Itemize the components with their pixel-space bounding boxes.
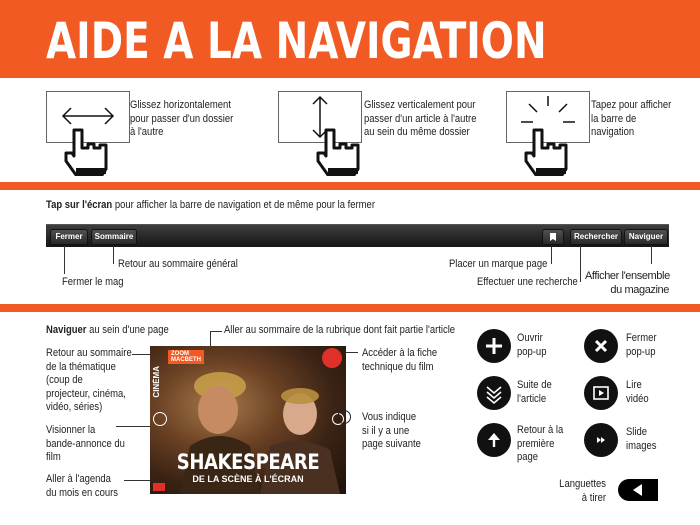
divider-band [0, 182, 700, 190]
summary-button[interactable]: Sommaire [91, 229, 137, 245]
callout-trailer: Visionner la bande-annonce du film [46, 424, 125, 463]
legend-play-video: Lire vidéo [626, 379, 649, 405]
header-band [0, 0, 700, 78]
gesture-text-horizontal: Glissez horizontalement pour passer d'un dossier à l'autre [130, 99, 234, 138]
legend-back-first-page: Retour à la première page [517, 424, 564, 463]
poster-title: SHAKESPEARE [176, 450, 320, 474]
navigation-bar [46, 224, 669, 247]
legend-article-continue: Suite de l'article [517, 379, 552, 405]
callout-search: Effectuer une recherche [477, 276, 578, 288]
gesture-text-tap: Tapez pour afficher la barre de navigation [591, 99, 672, 138]
callout-technical-sheet: Accéder à la fiche technique du film [362, 347, 438, 373]
navigate-button[interactable]: Naviguer [624, 229, 668, 245]
callout-rubric-summary: Aller au sommaire de la rubrique dont fait partie l'article [224, 324, 456, 336]
callout-line [113, 246, 114, 264]
tap-section-heading: Tap sur l'écran pour afficher la barre de navigation et de même pour la fermer [46, 199, 375, 211]
callout-line [651, 246, 652, 264]
poster-zoom-tag: ZOOM MACBETH [168, 350, 204, 364]
callout-line [580, 246, 581, 282]
poster-info-badge[interactable] [322, 348, 342, 368]
hand-pointer-icon [522, 126, 572, 176]
page-title: AIDE A LA NAVIGATION [46, 12, 547, 70]
play-video-icon[interactable] [584, 376, 618, 410]
hand-pointer-icon [62, 126, 112, 176]
search-button[interactable]: Rechercher [570, 229, 622, 245]
legend-slide-images: Slide images [626, 426, 657, 452]
callout-line [346, 352, 358, 353]
next-page-marker [337, 410, 351, 424]
arrow-up-icon[interactable] [477, 423, 511, 457]
callout-next-page: Vous indique si il y a une page suivante [362, 411, 421, 450]
gesture-text-vertical: Glissez verticalement pour passer d'un article à l'autre au sein du même dossier [364, 99, 477, 138]
slide-icon[interactable] [584, 423, 618, 457]
legend-open-popup: Ouvrir pop-up [517, 332, 547, 358]
callout-bookmark: Placer un marque page [449, 258, 548, 270]
legend-tabs: Languettes à tirer [559, 478, 606, 504]
hand-pointer-icon [314, 126, 364, 176]
poster-subtitle: DE LA SCÈNE À L'ÉCRAN [192, 474, 304, 484]
magazine-page-preview[interactable] [150, 346, 346, 494]
callout-line [132, 354, 150, 355]
chevron-left-icon [618, 479, 658, 501]
callout-thematic-summary: Retour au sommaire de la thématique (coup de projecteur, cinéma, vidéo, séries) [46, 347, 132, 413]
callout-line [210, 331, 222, 332]
page-section-heading: Naviguer au sein d'une page [46, 324, 169, 336]
callout-navigate: Afficher l'ensemble du magazine [585, 270, 670, 296]
chevrons-down-icon[interactable] [477, 376, 511, 410]
close-button[interactable]: Fermer [50, 229, 88, 245]
plus-icon[interactable] [477, 329, 511, 363]
callout-line [64, 246, 65, 274]
divider-band [0, 304, 700, 312]
callout-summary: Retour au sommaire général [118, 258, 238, 270]
callout-line [116, 426, 152, 427]
callout-close: Fermer le mag [62, 276, 124, 288]
agenda-button[interactable] [153, 483, 165, 491]
close-icon[interactable] [584, 329, 618, 363]
bookmark-icon [543, 230, 563, 244]
callout-line [551, 246, 552, 264]
legend-close-popup: Fermer pop-up [626, 332, 657, 358]
callout-agenda: Aller à l'agenda du mois en cours [46, 473, 119, 499]
pull-tab[interactable] [618, 479, 658, 501]
callout-line [124, 480, 152, 481]
trailer-play-button[interactable] [153, 412, 167, 426]
poster-vertical-label: CINÉMA [152, 366, 161, 398]
bookmark-button[interactable] [542, 229, 564, 245]
